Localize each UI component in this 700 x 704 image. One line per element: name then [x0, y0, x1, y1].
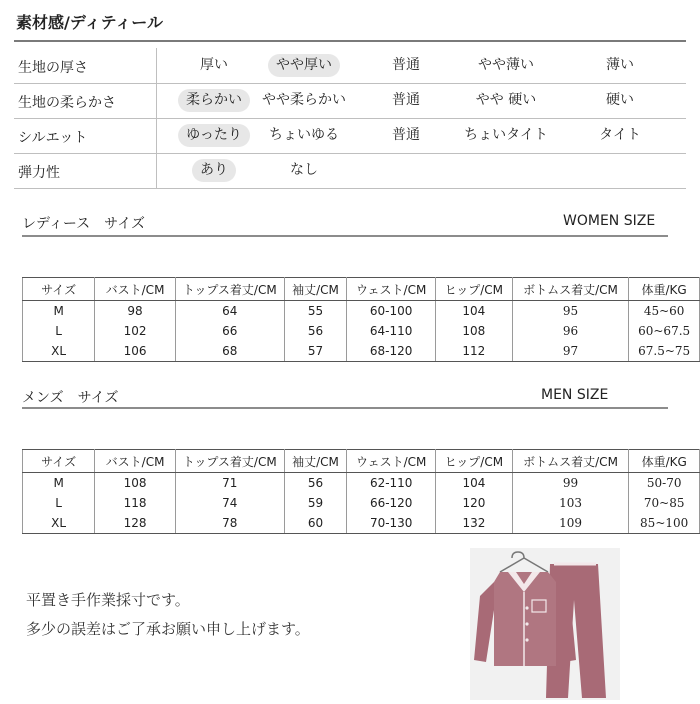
table-cell: 132: [436, 513, 513, 534]
table-cell: 57: [284, 341, 347, 362]
table-cell: 66-120: [347, 493, 436, 513]
column-divider: [156, 83, 157, 118]
product-photo: [470, 548, 620, 700]
table-cell: 106: [95, 341, 176, 362]
table-cell: 64: [175, 301, 284, 322]
table-cell: 128: [95, 513, 176, 534]
table-cell: 70~85: [629, 493, 700, 513]
attribute-option: 薄い: [606, 57, 634, 73]
table-cell: 60~67.5: [629, 321, 700, 341]
column-header: ウェスト/CM: [347, 278, 436, 301]
table-row: [23, 513, 700, 534]
attribute-row: [14, 48, 686, 84]
table-cell: 50-70: [629, 473, 700, 494]
attribute-option: 普通: [392, 57, 420, 73]
column-header: ヒップ/CM: [436, 278, 513, 301]
column-divider: [156, 48, 157, 83]
column-header: ボトムス着丈/CM: [512, 450, 629, 473]
title-divider: [14, 40, 686, 42]
attribute-option: 普通: [392, 92, 420, 108]
attribute-option: やや柔らかい: [262, 92, 346, 108]
table-cell: 56: [284, 473, 347, 494]
attribute-option: ちょいタイト: [464, 127, 548, 143]
pajama-set-icon: [470, 548, 620, 700]
table-cell: L: [23, 321, 95, 341]
attribute-label: 生地の柔らかさ: [18, 95, 116, 111]
table-cell: XL: [23, 341, 95, 362]
attribute-row: [14, 118, 686, 154]
attribute-option-selected: ゆったり: [178, 124, 250, 147]
table-cell: 97: [512, 341, 629, 362]
table-row: [23, 321, 700, 341]
attribute-option-selected: やや厚い: [268, 54, 340, 77]
mens-size-heading: メンズ サイズ: [22, 390, 119, 406]
attribute-option: 厚い: [200, 57, 228, 73]
table-cell: XL: [23, 513, 95, 534]
table-cell: 78: [175, 513, 284, 534]
table-cell: M: [23, 301, 95, 322]
table-cell: 60-100: [347, 301, 436, 322]
table-cell: 118: [95, 493, 176, 513]
table-cell: 95: [512, 301, 629, 322]
table-cell: 60: [284, 513, 347, 534]
column-header: 体重/KG: [629, 450, 700, 473]
table-cell: 45~60: [629, 301, 700, 322]
table-cell: 96: [512, 321, 629, 341]
table-cell: L: [23, 493, 95, 513]
attribute-option: ちょいゆる: [269, 127, 339, 143]
attribute-label: 弾力性: [18, 165, 60, 181]
table-cell: 104: [436, 473, 513, 494]
column-header: 袖丈/CM: [284, 450, 347, 473]
attribute-label: シルエット: [18, 130, 88, 146]
column-header: ウェスト/CM: [347, 450, 436, 473]
table-cell: 71: [175, 473, 284, 494]
column-header: ヒップ/CM: [436, 450, 513, 473]
table-cell: 109: [512, 513, 629, 534]
table-row: [23, 301, 700, 322]
ladies-size-heading-en: WOMEN SIZE: [563, 213, 656, 229]
mens-size-table: [22, 449, 700, 534]
table-cell: 112: [436, 341, 513, 362]
attribute-option: タイト: [599, 127, 641, 143]
mens-size-heading-en: MEN SIZE: [541, 387, 609, 403]
table-cell: 62-110: [347, 473, 436, 494]
attribute-option-selected: あり: [192, 159, 236, 182]
ladies-divider: [22, 235, 668, 237]
attribute-option-selected: 柔らかい: [178, 89, 250, 112]
section-title: 素材感/ディティール: [16, 13, 163, 32]
table-row: [23, 493, 700, 513]
table-cell: 70-130: [347, 513, 436, 534]
table-header-row: [23, 450, 700, 473]
measurement-note: 平置き手作業採寸です。: [26, 591, 190, 609]
column-header: ボトムス着丈/CM: [512, 278, 629, 301]
table-cell: 67.5~75: [629, 341, 700, 362]
table-cell: 66: [175, 321, 284, 341]
attribute-option: 普通: [392, 127, 420, 143]
table-cell: 56: [284, 321, 347, 341]
table-header-row: [23, 278, 700, 301]
table-row: [23, 341, 700, 362]
table-cell: 68-120: [347, 341, 436, 362]
table-cell: 108: [436, 321, 513, 341]
table-cell: 102: [95, 321, 176, 341]
column-header: バスト/CM: [95, 450, 176, 473]
attribute-row: [14, 153, 686, 189]
table-cell: 85~100: [629, 513, 700, 534]
mens-divider: [22, 407, 668, 409]
attribute-option: やや薄い: [478, 57, 534, 73]
column-header: トップス着丈/CM: [175, 450, 284, 473]
attribute-row: [14, 83, 686, 119]
ladies-size-heading: レディース サイズ: [22, 216, 146, 232]
column-header: サイズ: [23, 278, 95, 301]
attribute-option: なし: [290, 162, 318, 178]
table-cell: 68: [175, 341, 284, 362]
ladies-size-table: [22, 277, 700, 362]
table-cell: 120: [436, 493, 513, 513]
table-cell: 98: [95, 301, 176, 322]
table-cell: 108: [95, 473, 176, 494]
attribute-option: やや 硬い: [475, 92, 537, 108]
table-cell: 59: [284, 493, 347, 513]
attribute-option: 硬い: [606, 92, 634, 108]
column-header: サイズ: [23, 450, 95, 473]
column-header: 体重/KG: [629, 278, 700, 301]
column-divider: [156, 118, 157, 153]
column-header: バスト/CM: [95, 278, 176, 301]
table-row: [23, 473, 700, 494]
table-cell: 55: [284, 301, 347, 322]
column-header: 袖丈/CM: [284, 278, 347, 301]
column-divider: [156, 153, 157, 188]
table-cell: 99: [512, 473, 629, 494]
table-cell: 74: [175, 493, 284, 513]
table-cell: 64-110: [347, 321, 436, 341]
column-header: トップス着丈/CM: [175, 278, 284, 301]
tolerance-note: 多少の誤差はご了承お願い申し上げます。: [26, 620, 310, 638]
table-cell: M: [23, 473, 95, 494]
attribute-label: 生地の厚さ: [18, 60, 88, 76]
table-cell: 103: [512, 493, 629, 513]
table-cell: 104: [436, 301, 513, 322]
